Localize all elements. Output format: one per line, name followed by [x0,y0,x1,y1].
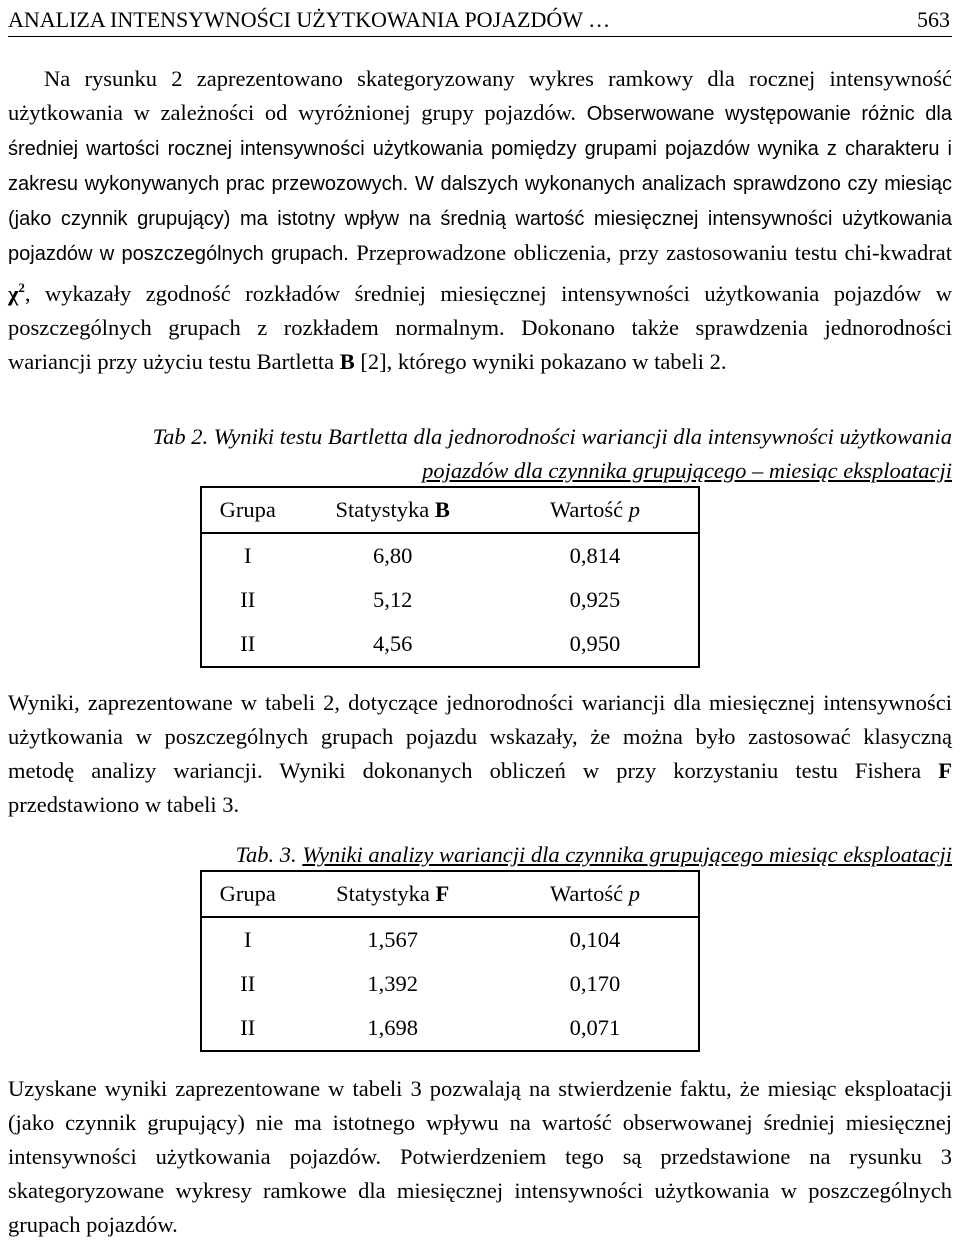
paragraph-anova-part2: przedstawiono w tabeli 3. [8,792,240,817]
table3-header-row [201,871,699,917]
page-number: 563 [917,7,950,32]
paragraph-intro-part4: , wykazały zgodność rozkładów średniej miesięcznej intensywności użytkowania pojazdów w poszczególnych grupach z rozkładem normalnym. Dokonano także sprawdzenia jednorodności wariancji przy użyciu testu Bartletta [8,281,952,374]
table3-header-p-prefix: Wartość [549,881,629,906]
bartlett-b-symbol: B [339,349,355,374]
table3-header-grupa: Grupa [201,871,293,917]
running-header [8,4,952,37]
table3-cell-stat: 1,698 [293,1006,491,1051]
table3-cell-grupa: II [201,962,293,1006]
table3-header-p-symbol: p [628,881,640,906]
table3-anova [200,870,700,1052]
table3-cell-grupa: II [201,1006,293,1051]
paragraph-conclusion: Uzyskane wyniki zaprezentowane w tabeli 3 pozwalają na stwierdzenie faktu, że miesiąc eksploatacji (jako czynnik grupujący) nie ma istotnego wpływu na wartość obserwowanej średniej miesięcznej intensywności użytkowania pojazdów. Potwierdzeniem tego są przedstawione na rysunku 3 skategoryzowane wykresy ramkowe dla miesięcznej intensywności użytkowania w poszczególnych grupach pojazdów. [8,1076,952,1237]
table3-cell-p: 0,104 [492,917,699,962]
table2-cell-p: 0,950 [492,622,699,667]
table-row [201,917,699,962]
table2-header-p-prefix: Wartość [549,497,629,522]
paragraph-intro-part5: [2], którego wyniki pokazano w tabeli 2. [354,349,727,374]
table2-cell-p: 0,925 [492,578,699,622]
table2-header-stat-symbol: B [434,497,450,522]
table2-header-stat [293,487,491,533]
table2-cell-stat: 4,56 [293,622,491,667]
table2-cell-grupa: I [201,533,293,578]
paragraph-intro-part1: Na rysunku 2 zaprezentowano skategoryzowany wykres ramkowy dla rocznej intensywność użytkowania w zależności od wyróżnionej grupy pojazdów. [8,66,952,125]
table3-header-stat-symbol: F [435,881,450,906]
table2-cell-stat: 6,80 [373,543,413,568]
table2-header-stat-prefix: Statystyka [335,497,435,522]
table2-caption-line2: pojazdów dla czynnika grupującego – miesiąc eksploatacji [422,458,952,483]
chi-square-exponent: 2 [18,280,25,295]
table-row [201,533,699,578]
table2-header-row [201,487,699,533]
table3-caption-rest: Wyniki analizy wariancji dla czynnika grupującego miesiąc eksploatacji [302,842,952,867]
table2-caption-line1: Tab 2. Wyniki testu Bartletta dla jednorodności wariancji dla intensywności użytkowania [152,424,952,449]
table3-cell-stat: 1,567 [367,927,418,952]
table3-caption [8,838,952,872]
paragraph-anova-part1: Wyniki, zaprezentowane w tabeli 2, dotyczące jednorodności wariancji dla miesięcznej intensywności użytkowania w poszczególnych grupach pojazdu wskazały, że można było zastosować klasyczną metodę analizy wariancji. Wyniki dokonanych obliczeń w przy korzystaniu testu Fishera [8,690,952,783]
table3-header-stat [293,871,491,917]
table2-cell-stat: 5,12 [373,587,413,612]
running-title: ANALIZA INTENSYWNOŚCI UŻYTKOWANIA POJAZDÓW … [8,7,611,32]
table2-caption-line2-wrap [8,454,952,488]
table3-cell-stat: 1,392 [367,971,418,996]
table2-cell-grupa: II [201,622,293,667]
table3-cell-grupa: I [201,917,293,962]
table3-cell-p: 0,071 [492,1006,699,1051]
paragraph-intro-part2: Obserwowane występowanie różnic dla średniej wartości rocznej intensywności użytkowania pomiędzy grupami pojazdów wynika z charakteru i zakresu wykonywanych prac przewozowych. W dalszych wykonanych analizach sprawdzono czy miesiąc (jako czynnik grupujący) ma istotny wpływ na średnią wartość miesięcznej intensywności użytkowania pojazdów w poszczególnych grupach. [8,103,952,265]
paragraph-anova-intro [8,686,952,822]
table2-header-p [492,487,699,533]
table2-bartlett [200,486,700,668]
table2-cell-grupa: II [201,578,293,622]
paragraph-intro [8,62,952,379]
table3-cell-p: 0,170 [492,962,699,1006]
table2-header-grupa: Grupa [201,487,293,533]
chi-square-symbol: χ [8,281,19,306]
table3-header-p [492,871,699,917]
fisher-f-symbol: F [938,758,952,783]
table3-header-stat-prefix: Statystyka [336,881,436,906]
table-row [201,578,699,622]
table-row [201,1006,699,1051]
table3-caption-prefix: Tab. 3. [235,842,303,867]
table-row [201,622,699,667]
table-row [201,962,699,1006]
table2-cell-p: 0,814 [492,533,699,578]
table2-header-p-symbol: p [628,497,640,522]
paragraph-intro-part3: Przeprowadzone obliczenia, przy zastosowaniu testu chi-kwadrat [348,240,952,265]
